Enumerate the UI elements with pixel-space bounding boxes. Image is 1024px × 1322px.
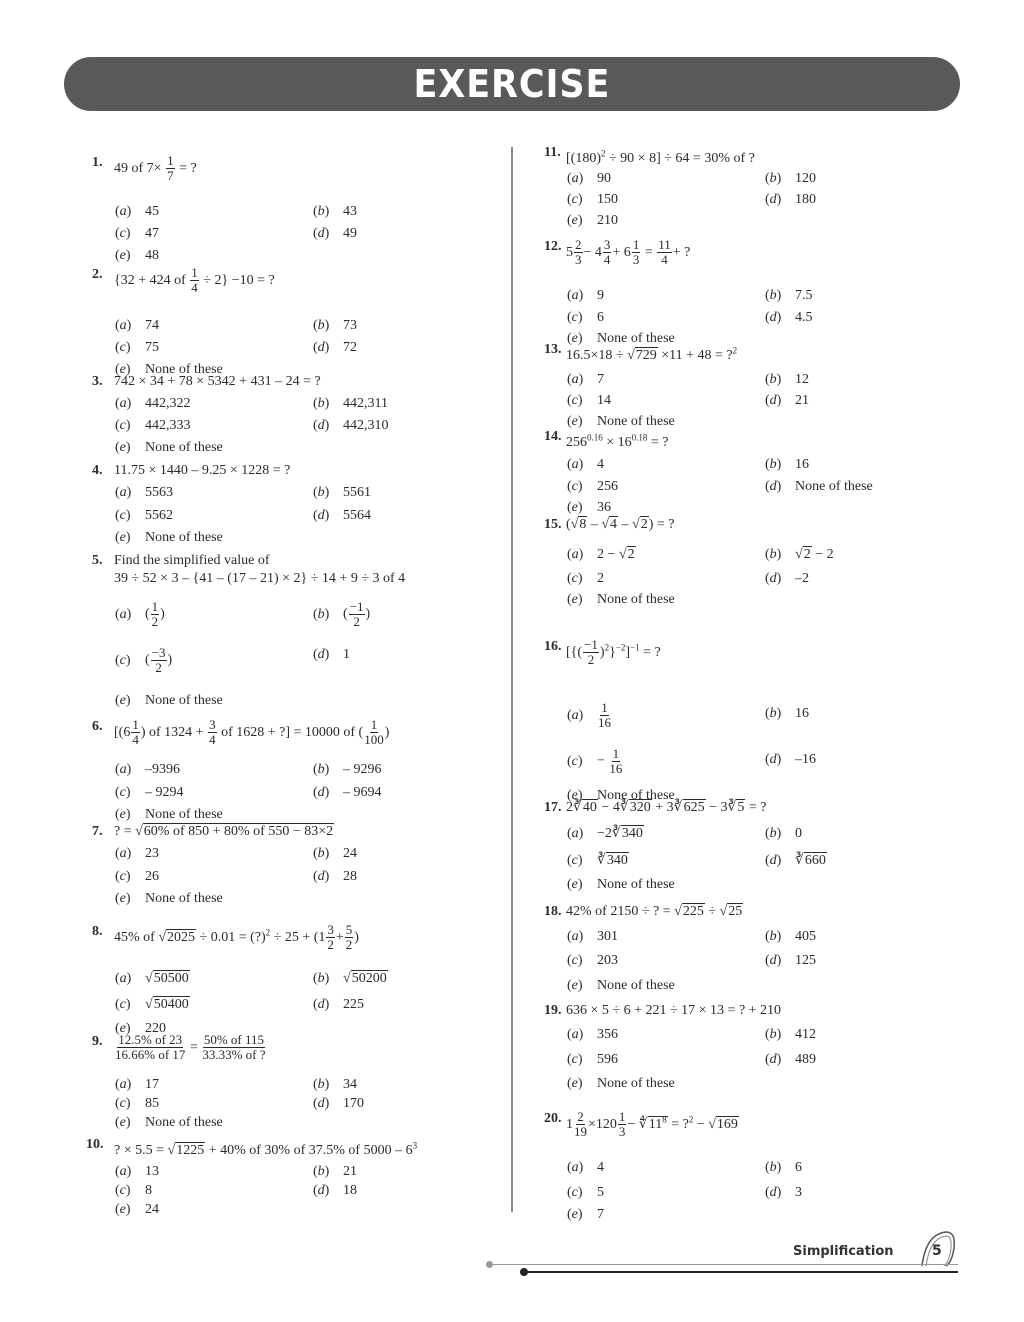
option-a[interactable]: (a) 23 (115, 846, 159, 861)
question-number: 19. (544, 1003, 562, 1018)
option-c[interactable]: (c) 26 (115, 869, 159, 884)
question-stem: Find the simplified value of (114, 553, 270, 568)
option-a[interactable]: (a) 5563 (115, 485, 173, 500)
question-stem: 742 × 34 + 78 × 5342 + 431 – 24 = ? (114, 374, 321, 389)
question-stem: 11.75 × 1440 – 9.25 × 1228 = ? (114, 463, 291, 478)
option-a[interactable]: (a) 90 (567, 170, 611, 186)
option-b[interactable]: (b) – 9296 (313, 762, 382, 777)
option-c[interactable]: (c) 5 (567, 1185, 604, 1200)
option-a[interactable]: (a) ( $\frac{1}{2}$ ) (115, 599, 165, 629)
option-c[interactable]: (c) 442,333 (115, 418, 191, 433)
option-b[interactable]: (b) 7.5 (765, 288, 813, 303)
question-17 (538, 799, 958, 892)
question-number: 6. (92, 719, 103, 734)
option-e[interactable]: (e) 36 (567, 499, 611, 515)
question-number: 17. (544, 800, 562, 815)
question-1 (86, 153, 506, 263)
option-d[interactable]: (d) 125 (765, 953, 816, 968)
option-c[interactable]: (c) 5562 (115, 508, 173, 523)
question-7 (86, 823, 506, 906)
question-stem: ? × 5.5 = √1225 + 40% of 30% of 37.5% of $5000 - 6^3$ (114, 1140, 418, 1158)
option-c[interactable]: (c) 596 (567, 1052, 618, 1067)
page-title: EXERCISE (413, 62, 611, 106)
question-stem: 2∛40 − 4∛320 + 3∛625 − 3∛5 = ? (566, 800, 767, 815)
option-e[interactable]: (e) None of these (567, 331, 675, 346)
option-e[interactable]: (e) None of these (567, 978, 675, 993)
option-b[interactable]: (b) 5561 (313, 485, 371, 500)
question-stem: 42% of 2150 ÷ ? = √225 ÷ √25 (566, 904, 743, 919)
question-number: 15. (544, 517, 562, 532)
option-b[interactable]: (b) 16 (765, 456, 809, 472)
option-e[interactable]: (e) None of these (567, 1076, 675, 1091)
question-stem: (√8 – √4 – √2) = ? (566, 517, 675, 532)
option-d[interactable]: (d) 3 (765, 1185, 802, 1200)
option-c[interactable]: (c) 8 (115, 1182, 152, 1198)
option-a[interactable]: (a) 17 (115, 1077, 159, 1092)
option-b[interactable]: (b) 16 (765, 706, 809, 721)
option-c[interactable]: (c) – 9294 (115, 785, 184, 800)
question-number: 5. (92, 553, 103, 568)
option-b[interactable]: (b) 6 (765, 1160, 802, 1175)
option-d[interactable]: (d) –2 (765, 571, 809, 586)
question-number: 14. (544, 429, 562, 444)
question-number: 20. (544, 1111, 562, 1126)
question-5 (86, 552, 506, 708)
question-8 (86, 922, 506, 1036)
question-stem: {32 + 424 of $\frac{1}{4}$ ÷ 2} −10 = ? (114, 265, 275, 295)
option-b[interactable]: (b) 412 (765, 1027, 816, 1042)
question-number: 13. (544, 342, 562, 357)
question-9 (86, 1032, 506, 1130)
option-a[interactable]: (a) 13 (115, 1163, 159, 1179)
option-c[interactable]: (c) 85 (115, 1096, 159, 1111)
option-d[interactable]: (d) 5564 (313, 508, 371, 523)
question-6 (86, 717, 506, 822)
question-12 (538, 237, 958, 346)
question-number: 10. (86, 1137, 104, 1152)
option-e[interactable]: (e) None of these (115, 530, 223, 545)
option-a[interactable]: (a) 442,322 (115, 396, 191, 411)
option-c[interactable]: (c) 256 (567, 478, 618, 494)
option-d[interactable]: (d) 72 (313, 340, 357, 355)
question-19 (538, 1002, 958, 1091)
option-a[interactable]: (a) −2∛340 (567, 826, 643, 841)
option-e[interactable]: (e) 210 (567, 212, 618, 228)
option-c[interactable]: (c) 6 (567, 310, 604, 325)
question-number: 3. (92, 374, 103, 389)
question-stem: $[(180)^2 \div 90 \times 8] \div 64 = 30\%$ of ? (566, 148, 755, 166)
question-stem: 5 $\frac{2}{3}$ − 4 $\frac{3}{4}$ + 6 $\frac{1}{3}$ = $\frac{11}{4}$ + ? (566, 237, 691, 267)
chapter-title: Simplification (793, 1244, 894, 1259)
option-b[interactable]: (b) 34 (313, 1077, 357, 1092)
option-e[interactable]: (e) 24 (115, 1201, 159, 1217)
option-d[interactable]: (d) 1 (313, 647, 350, 662)
question-stem: 16.5×18 ÷ √729 ×11 + 48 = ?$^2$ (566, 345, 738, 363)
question-stem-expression: 39 ÷ 52 × 3 – {41 – (17 – 21) × 2} ÷ 14 + 9 ÷ 3 of 4 (114, 571, 406, 586)
question-18 (538, 903, 958, 993)
option-a[interactable]: (a) 356 (567, 1027, 618, 1042)
option-d[interactable]: (d) 442,310 (313, 418, 389, 433)
option-a[interactable]: (a) 2 − √2 (567, 547, 635, 562)
option-a[interactable]: (a) 301 (567, 929, 618, 944)
question-15 (538, 516, 958, 607)
option-d[interactable]: (d) 180 (765, 191, 816, 207)
option-c[interactable]: (c) − $\frac{1}{16}$ (567, 746, 623, 776)
question-stem: $256^{0.16} \times 16^{0.18}$ = ? (566, 432, 669, 450)
question-number: 12. (544, 239, 562, 254)
option-a[interactable]: (a) –9396 (115, 762, 180, 777)
question-14 (538, 428, 958, 515)
question-number: 2. (92, 267, 103, 282)
question-number: 1. (92, 155, 103, 170)
option-a[interactable]: (a) $\frac{1}{16}$ (567, 700, 611, 730)
option-e[interactable]: (e) None of these (567, 413, 675, 429)
question-4 (86, 462, 506, 545)
option-e[interactable]: (e) None of these (115, 362, 223, 377)
option-c[interactable]: (c) √50400 (115, 997, 189, 1012)
question-stem: ? = √60% of 850 + 80% of 550 − 83×2 (114, 824, 334, 839)
option-c[interactable]: (c) 2 (567, 571, 604, 586)
option-c[interactable]: (c) ( $\frac{-3}{2}$ ) (115, 645, 173, 675)
question-number: 11. (544, 145, 561, 160)
option-c[interactable]: (c) ∛340 (567, 853, 628, 868)
question-number: 9. (92, 1034, 103, 1049)
option-e[interactable]: (e) 7 (567, 1207, 604, 1222)
option-b[interactable]: (b) 12 (765, 371, 809, 387)
question-3 (86, 373, 506, 455)
option-e[interactable]: (e) None of these (567, 592, 675, 607)
option-b[interactable]: (b) 442,311 (313, 396, 388, 411)
option-d[interactable]: (d) 21 (765, 392, 809, 408)
question-10 (86, 1136, 506, 1217)
option-b[interactable]: (b) 24 (313, 846, 357, 861)
option-c[interactable]: (c) 75 (115, 340, 159, 355)
option-e[interactable]: (e) 220 (115, 1021, 166, 1036)
option-a[interactable]: (a) 4 (567, 456, 604, 472)
option-c[interactable]: (c) 14 (567, 392, 611, 408)
option-d[interactable]: (d) ∛660 (765, 853, 826, 868)
option-a[interactable]: (a) 9 (567, 288, 604, 303)
question-number: 18. (544, 904, 562, 919)
footer-rule-black (524, 1271, 958, 1273)
option-b[interactable]: (b) 120 (765, 170, 816, 186)
option-e[interactable]: (e) None of these (115, 693, 223, 708)
option-d[interactable]: (d) – 9694 (313, 785, 382, 800)
option-d[interactable]: (d) 18 (313, 1182, 357, 1198)
question-number: 8. (92, 924, 103, 939)
question-stem: 636 × 5 ÷ 6 + 221 ÷ 17 × 13 = ? + 210 (566, 1003, 782, 1018)
option-e[interactable]: (e) None of these (115, 1115, 223, 1130)
option-b[interactable]: (b) √2 − 2 (765, 547, 834, 562)
option-d[interactable]: (d) 49 (313, 226, 357, 241)
question-number: 16. (544, 639, 562, 654)
question-number: 4. (92, 463, 103, 478)
footer-rule-grey (490, 1264, 958, 1265)
option-b[interactable]: (b) 21 (313, 1163, 357, 1179)
question-11 (538, 144, 958, 228)
question-stem: [(6 $\frac{1}{4}$ ) of 1324 + $\frac{3}{4}$ of 1628 + ?] = 10000 of ( $\frac{1}{100}$ ) (114, 717, 390, 747)
option-a[interactable]: (a) 7 (567, 371, 604, 387)
option-a[interactable]: (a) 45 (115, 204, 159, 219)
option-d[interactable]: (d) 4.5 (765, 310, 813, 325)
option-c[interactable]: (c) 150 (567, 191, 618, 207)
exercise-banner (64, 57, 960, 111)
question-stem: 1 $\frac{2}{19}$ ×120 $\frac{1}{3}$ − $∜11^8$ = ?$^2$ − √169 (566, 1109, 738, 1139)
option-d[interactable]: (d) None of these (765, 478, 873, 494)
option-e[interactable]: (e) None of these (115, 807, 223, 822)
option-a[interactable]: (a) 4 (567, 1160, 604, 1175)
option-c[interactable]: (c) 203 (567, 953, 618, 968)
option-e[interactable]: (e) None of these (567, 877, 675, 892)
page-number: 5 (932, 1243, 942, 1259)
option-e[interactable]: (e) 48 (115, 248, 159, 263)
option-d[interactable]: (d) 489 (765, 1052, 816, 1067)
question-16 (538, 637, 958, 803)
question-stem: 49 of 7× $\frac{1}{7}$ = ? (114, 153, 197, 183)
option-b[interactable]: (b) 43 (313, 204, 357, 219)
question-stem: [{( $\frac{-1}{2}$ )$^2$}$^{-2}$]$^{-1}$ = ? (566, 637, 661, 667)
option-a[interactable]: (a) √50500 (115, 971, 189, 986)
option-d[interactable]: (d) 28 (313, 869, 357, 884)
option-d[interactable]: (d) 225 (313, 997, 364, 1012)
option-c[interactable]: (c) 47 (115, 226, 159, 241)
option-d[interactable]: (d) 170 (313, 1096, 364, 1111)
option-b[interactable]: (b) 405 (765, 929, 816, 944)
question-stem: 45% of √2025 ÷ 0.01 = (?)$^2$ ÷ 25 + (1 $\frac{3}{2}$ + $\frac{5}{2}$ ) (114, 922, 359, 952)
question-20 (538, 1109, 958, 1222)
option-b[interactable]: (b) ( $\frac{-1}{2}$ ) (313, 599, 371, 629)
question-number: 7. (92, 824, 103, 839)
question-stem: $\frac{12.5\% of 23}{16.66\% of 17}$ = $\frac{50\% of 115}{33.33\% of ?}$ (115, 1032, 266, 1062)
option-b[interactable]: (b) √50200 (313, 971, 387, 986)
option-e[interactable]: (e) None of these (567, 788, 675, 803)
option-b[interactable]: (b) 0 (765, 826, 802, 841)
option-a[interactable]: (a) 74 (115, 318, 159, 333)
option-d[interactable]: (d) –16 (765, 752, 816, 767)
question-2 (86, 265, 506, 377)
option-b[interactable]: (b) 73 (313, 318, 357, 333)
column-divider (511, 147, 513, 1212)
question-13 (538, 341, 958, 429)
option-e[interactable]: (e) None of these (115, 440, 223, 455)
option-e[interactable]: (e) None of these (115, 891, 223, 906)
